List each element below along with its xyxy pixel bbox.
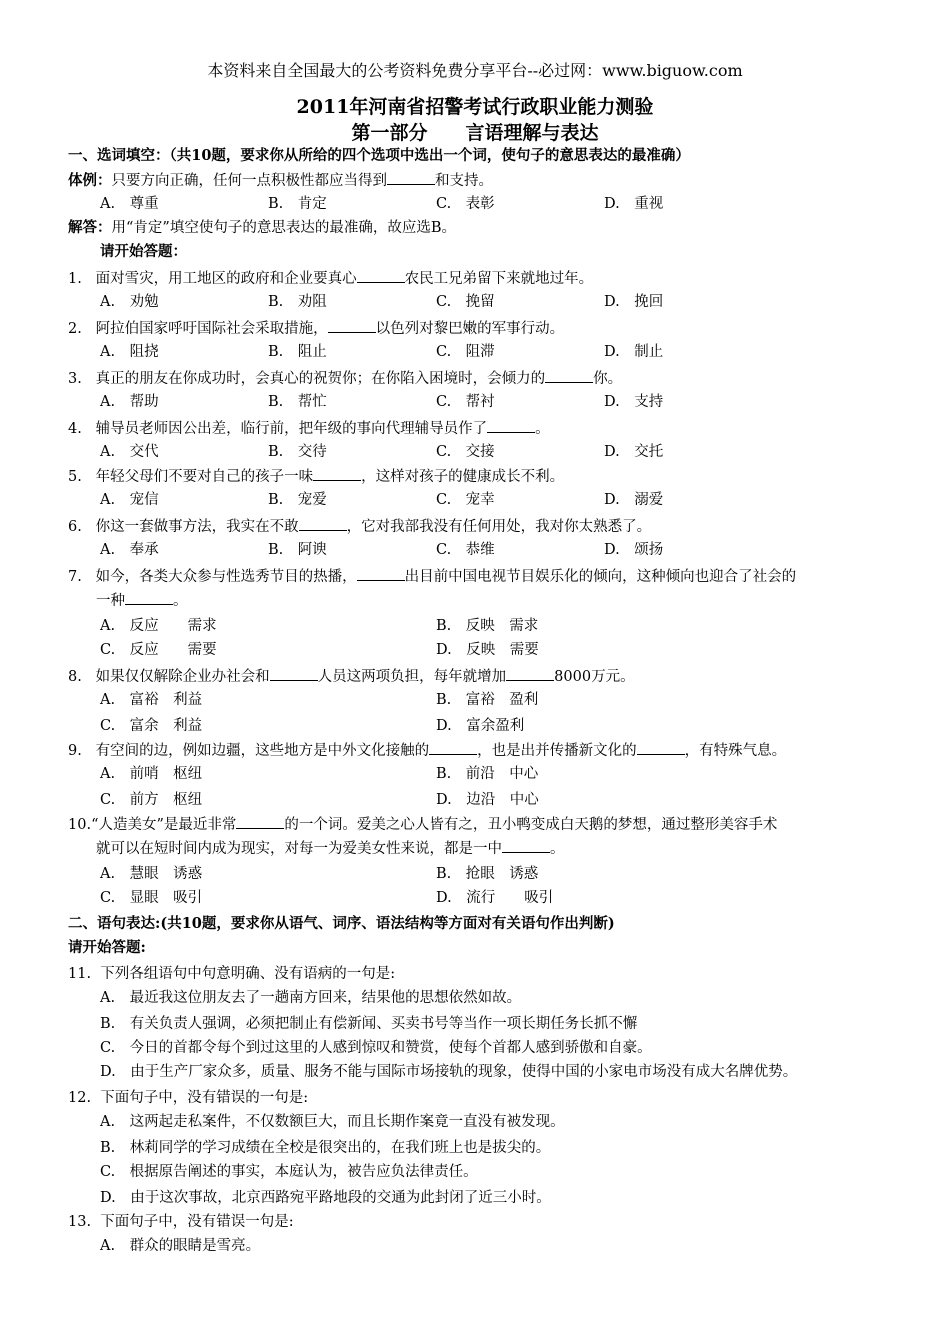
question-13: 13. 下面句子中，没有错误一句是: xyxy=(68,1214,294,1230)
option: C. 阻滞 xyxy=(436,344,495,360)
exam-title: 2011年河南省招警考试行政职业能力测验 xyxy=(296,96,654,118)
option: B. 肯定 xyxy=(268,196,327,212)
option: C. 根据原告阐述的事实，本庭认为，被告应负法律责任。 xyxy=(100,1164,478,1180)
option: B. 富裕 盈利 xyxy=(436,692,539,708)
option: D. 重视 xyxy=(604,196,664,212)
option: B. 交待 xyxy=(268,444,327,460)
option: A. 慧眼 诱惑 xyxy=(100,866,203,882)
option: A. 前哨 枢纽 xyxy=(100,766,203,782)
option: B. 阻止 xyxy=(268,344,327,360)
answer-blank xyxy=(487,418,535,433)
option: A. 帮助 xyxy=(100,394,159,410)
answer-blank xyxy=(637,740,685,755)
option: D. 反映 需要 xyxy=(436,642,539,658)
option: B. 帮忙 xyxy=(268,394,327,410)
option: C. 显眼 吸引 xyxy=(100,890,203,906)
answer-blank xyxy=(502,838,550,853)
answer-blank xyxy=(357,566,405,581)
answer-blank xyxy=(506,666,554,681)
answer-blank xyxy=(270,666,318,681)
option: D. 流行 吸引 xyxy=(436,890,554,906)
start-prompt-2: 请开始答题: xyxy=(68,939,146,956)
section-1-heading: 一、选词填空：（共10题，要求你从所给的四个选项中选出一个词，使句子的意思表达的最准确） xyxy=(68,147,690,164)
question-7-continued: 一种 。 xyxy=(96,590,188,611)
option: A. 群众的眼睛是雪亮。 xyxy=(100,1238,261,1254)
option: C. 表彰 xyxy=(436,196,495,212)
answer-blank xyxy=(357,268,405,283)
option: C. 恭维 xyxy=(436,542,495,558)
question-11: 11. 下列各组语句中句意明确、没有语病的一句是: xyxy=(68,966,396,982)
option: C. 前方 枢纽 xyxy=(100,792,203,808)
option: B. 反映 需求 xyxy=(436,618,539,634)
question-3: 3. 真正的朋友在你成功时，会真心的祝贺你；在你陷入困境时，会倾力的 你。 xyxy=(68,368,622,389)
section-2-heading: 二、语句表达:(共10题，要求你从语气、词序、语法结构等方面对有关语句作出判断) xyxy=(68,915,615,932)
option: C. 交接 xyxy=(436,444,495,460)
part-title: 第一部分 言语理解与表达 xyxy=(351,122,599,144)
option: A. 最近我这位朋友去了一趟南方回来，结果他的思想依然如故。 xyxy=(100,990,522,1006)
option: B. 有关负责人强调，必须把制止有偿新闻、买卖书号等当作一项长期任务长抓不懈 xyxy=(100,1016,638,1032)
question-8: 8. 如果仅仅解除企业办社会和 人员这两项负担，每年就增加 8000万元。 xyxy=(68,666,635,687)
option: A. 奉承 xyxy=(100,542,159,558)
question-12: 12. 下面句子中，没有错误的一句是: xyxy=(68,1090,309,1106)
option: B. 前沿 中心 xyxy=(436,766,539,782)
option: B. 林莉同学的学习成绩在全校是很突出的，在我们班上也是拔尖的。 xyxy=(100,1140,551,1156)
answer-blank xyxy=(313,466,361,481)
example-answer: 解答：用“肯定”填空使句子的意思表达的最准确，故应选B。 xyxy=(68,219,456,236)
answer-blank xyxy=(299,516,347,531)
answer-blank xyxy=(125,590,173,605)
option: D. 颂扬 xyxy=(604,542,664,558)
option: B. 劝阻 xyxy=(268,294,327,310)
answer-blank xyxy=(236,814,284,829)
start-prompt: 请开始答题： xyxy=(100,243,187,260)
option: C. 今日的首都令每个到过这里的人感到惊叹和赞赏，使每个首都人感到骄傲和自豪。 xyxy=(100,1040,652,1056)
option: D. 边沿 中心 xyxy=(436,792,539,808)
question-7: 7. 如今，各类大众参与性选秀节目的热播， 出目前中国电视节目娱乐化的倾向，这种倾向也迎合了社会的 xyxy=(68,566,796,587)
answer-blank xyxy=(387,170,435,185)
question-10-continued: 就可以在短时间内成为现实，对每一为爱美女性来说，都是一中 。 xyxy=(96,838,565,859)
option: A. 劝勉 xyxy=(100,294,159,310)
option: D. 支持 xyxy=(604,394,664,410)
option: C. 宠幸 xyxy=(436,492,495,508)
source-header: 本资料来自全国最大的公考资料免费分享平台--必过网：www.biguow.com xyxy=(207,61,743,80)
option: B. 阿谀 xyxy=(268,542,327,558)
question-2: 2. 阿拉伯国家呼吁国际社会采取措施， 以色列对黎巴嫩的军事行动。 xyxy=(68,318,564,339)
option: A. 反应 需求 xyxy=(100,618,217,634)
example-question: 体例：只要方向正确，任何一点积极性都应当得到 和支持。 xyxy=(68,172,493,189)
option: D. 挽回 xyxy=(604,294,664,310)
question-4: 4. 辅导员老师因公出差，临行前，把年级的事向代理辅导员作了 。 xyxy=(68,418,550,439)
option: B. 宠爱 xyxy=(268,492,327,508)
option: D. 交托 xyxy=(604,444,664,460)
question-10: 10.“人造美女”是最近非常 的一个词。爱美之心人皆有之，丑小鸭变成白天鹅的梦想，通过整形美容手术 xyxy=(68,814,777,835)
option: D. 制止 xyxy=(604,344,664,360)
option: C. 挽留 xyxy=(436,294,495,310)
option: B. 抢眼 诱惑 xyxy=(436,866,539,882)
option: D. 由于生产厂家众多，质量、服务不能与国际市场接轨的现象，使得中国的小家电市场没有成大名牌优势。 xyxy=(100,1064,798,1080)
option: A. 交代 xyxy=(100,444,159,460)
option: A. 尊重 xyxy=(100,196,159,212)
option: A. 宠信 xyxy=(100,492,159,508)
option: C. 富余 利益 xyxy=(100,718,203,734)
question-5: 5. 年轻父母们不要对自己的孩子一味 ，这样对孩子的健康成长不利。 xyxy=(68,466,564,487)
option: C. 帮衬 xyxy=(436,394,495,410)
option: A. 富裕 利益 xyxy=(100,692,203,708)
option: C. 反应 需要 xyxy=(100,642,217,658)
answer-blank xyxy=(429,740,477,755)
answer-blank xyxy=(545,368,593,383)
question-1: 1. 面对雪灾，用工地区的政府和企业要真心 农民工兄弟留下来就地过年。 xyxy=(68,268,593,289)
option: A. 这两起走私案件，不仅数额巨大，而且长期作案竟一直没有被发现。 xyxy=(100,1114,565,1130)
answer-blank xyxy=(328,318,376,333)
option: D. 溺爱 xyxy=(604,492,664,508)
option: D. 富余盈利 xyxy=(436,718,525,734)
option: A. 阻挠 xyxy=(100,344,159,360)
question-9: 9. 有空间的边，例如边疆，这些地方是中外文化接触的 ，也是出并传播新文化的 ，有特殊气息。 xyxy=(68,740,786,761)
question-6: 6. 你这一套做事方法，我实在不敢 ，它对我部我没有任何用处，我对你太熟悉了。 xyxy=(68,516,651,537)
option: D. 由于这次事故，北京西路宛平路地段的交通为此封闭了近三小时。 xyxy=(100,1190,551,1206)
